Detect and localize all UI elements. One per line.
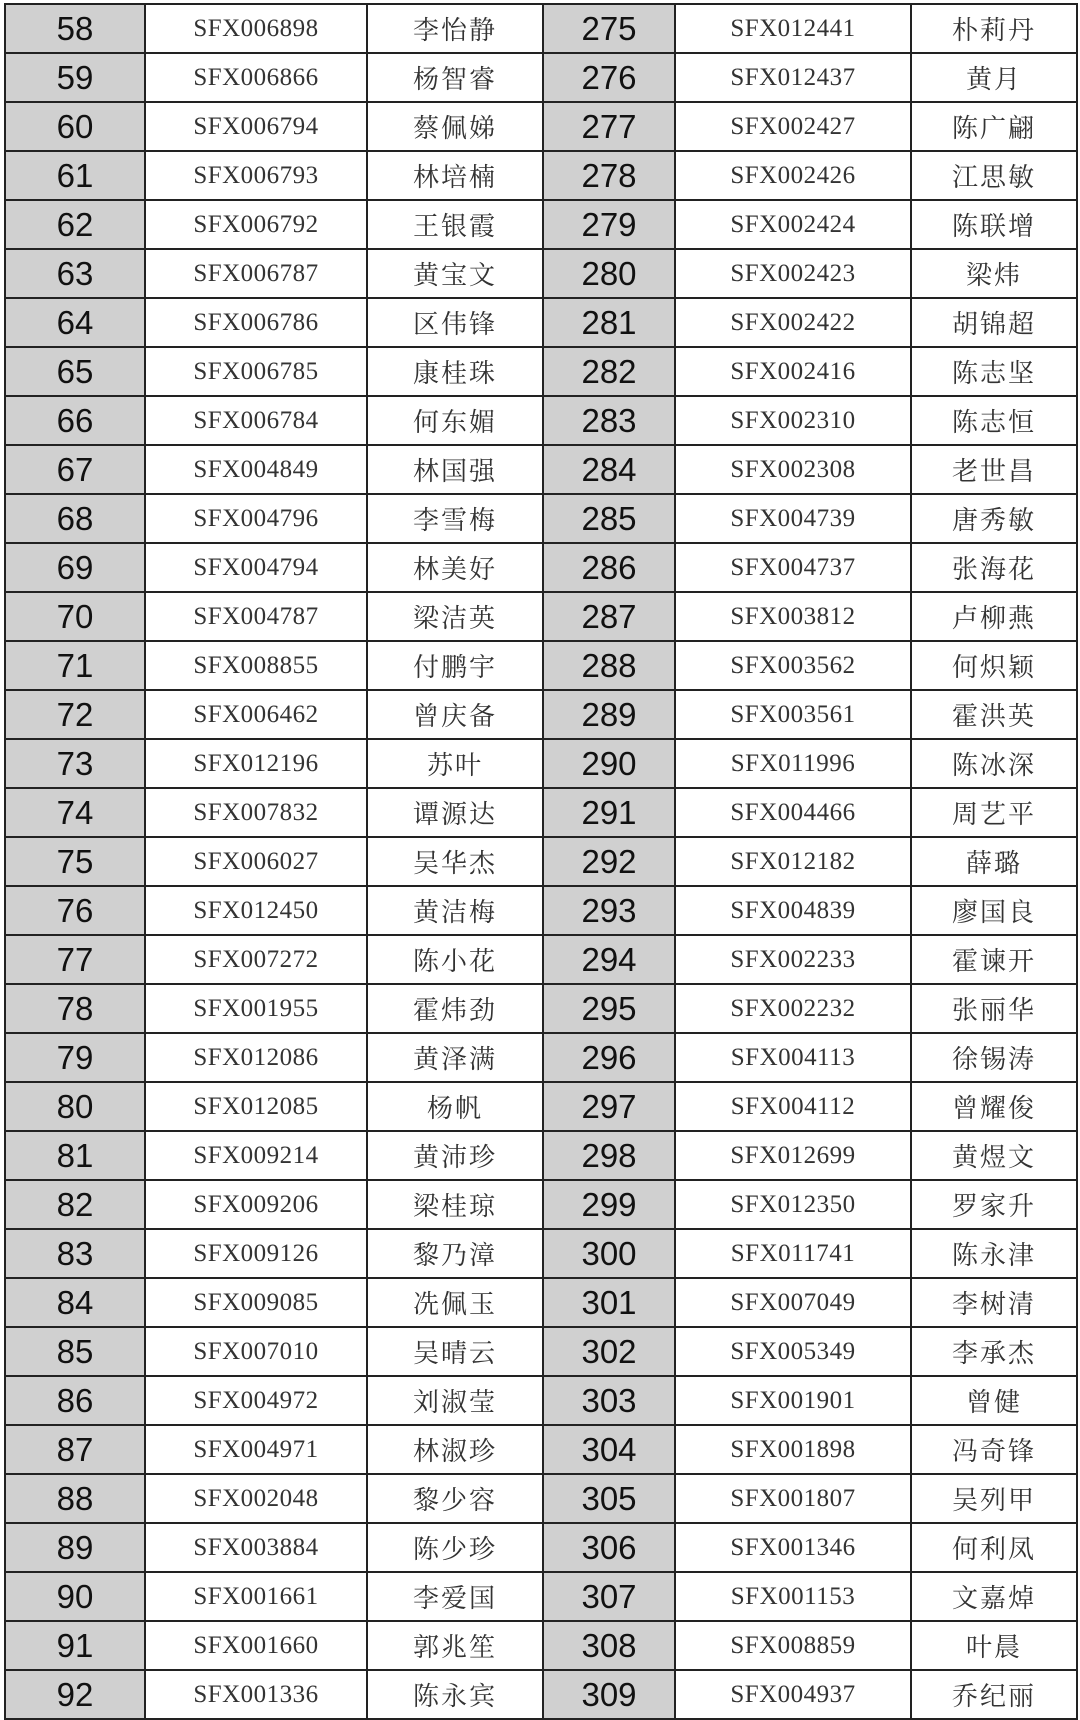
member-code-cell: SFX002427: [675, 102, 911, 151]
member-code-cell: SFX006462: [145, 690, 367, 739]
member-name-cell: 霍洪英: [911, 690, 1077, 739]
member-name-cell: 黄泽满: [367, 1033, 543, 1082]
member-name-cell: 林国强: [367, 445, 543, 494]
member-code-cell: SFX001660: [145, 1621, 367, 1670]
row-number-cell: 75: [5, 837, 145, 886]
row-number-cell: 309: [543, 1670, 675, 1719]
member-code-cell: SFX009126: [145, 1229, 367, 1278]
row-number-cell: 307: [543, 1572, 675, 1621]
table-row: [5, 1572, 1077, 1621]
member-code-cell: SFX012450: [145, 886, 367, 935]
member-code-cell: SFX003562: [675, 641, 911, 690]
member-name-cell: 李树清: [911, 1278, 1077, 1327]
member-code-cell: SFX001898: [675, 1425, 911, 1474]
table-row: [5, 200, 1077, 249]
row-number-cell: 63: [5, 249, 145, 298]
member-code-cell: SFX003812: [675, 592, 911, 641]
row-number-cell: 275: [543, 4, 675, 53]
member-code-cell: SFX006787: [145, 249, 367, 298]
row-number-cell: 294: [543, 935, 675, 984]
member-name-cell: 文嘉焯: [911, 1572, 1077, 1621]
member-name-cell: 老世昌: [911, 445, 1077, 494]
table-row: [5, 151, 1077, 200]
member-code-cell: SFX004112: [675, 1082, 911, 1131]
member-code-cell: SFX002422: [675, 298, 911, 347]
row-number-cell: 289: [543, 690, 675, 739]
row-number-cell: 64: [5, 298, 145, 347]
member-code-cell: SFX001901: [675, 1376, 911, 1425]
member-code-cell: SFX006786: [145, 298, 367, 347]
member-name-cell: 霍谏开: [911, 935, 1077, 984]
table-row: [5, 347, 1077, 396]
row-number-cell: 85: [5, 1327, 145, 1376]
table-row: [5, 886, 1077, 935]
member-name-cell: 陈志坚: [911, 347, 1077, 396]
member-code-cell: SFX009085: [145, 1278, 367, 1327]
row-number-cell: 286: [543, 543, 675, 592]
member-code-cell: SFX004466: [675, 788, 911, 837]
member-name-cell: 廖国良: [911, 886, 1077, 935]
row-number-cell: 88: [5, 1474, 145, 1523]
member-name-cell: 曾健: [911, 1376, 1077, 1425]
row-number-cell: 58: [5, 4, 145, 53]
member-name-cell: 胡锦超: [911, 298, 1077, 347]
member-name-cell: 林美好: [367, 543, 543, 592]
row-number-cell: 78: [5, 984, 145, 1033]
roster-table: [4, 3, 1078, 1720]
member-name-cell: 黄沛珍: [367, 1131, 543, 1180]
member-code-cell: SFX004787: [145, 592, 367, 641]
row-number-cell: 296: [543, 1033, 675, 1082]
member-code-cell: SFX007049: [675, 1278, 911, 1327]
member-name-cell: 冯奇锋: [911, 1425, 1077, 1474]
table-row: [5, 1229, 1077, 1278]
row-number-cell: 71: [5, 641, 145, 690]
member-code-cell: SFX006785: [145, 347, 367, 396]
member-name-cell: 黄月: [911, 53, 1077, 102]
row-number-cell: 74: [5, 788, 145, 837]
member-name-cell: 李爱国: [367, 1572, 543, 1621]
row-number-cell: 70: [5, 592, 145, 641]
member-code-cell: SFX001346: [675, 1523, 911, 1572]
member-name-cell: 霍炜劲: [367, 984, 543, 1033]
member-code-cell: SFX002423: [675, 249, 911, 298]
row-number-cell: 304: [543, 1425, 675, 1474]
member-code-cell: SFX006784: [145, 396, 367, 445]
member-code-cell: SFX001955: [145, 984, 367, 1033]
member-code-cell: SFX004737: [675, 543, 911, 592]
table-row: [5, 396, 1077, 445]
member-code-cell: SFX004739: [675, 494, 911, 543]
row-number-cell: 90: [5, 1572, 145, 1621]
member-name-cell: 黎乃漳: [367, 1229, 543, 1278]
row-number-cell: 65: [5, 347, 145, 396]
member-name-cell: 陈联增: [911, 200, 1077, 249]
table-row: [5, 298, 1077, 347]
member-code-cell: SFX007272: [145, 935, 367, 984]
member-name-cell: 杨智睿: [367, 53, 543, 102]
table-row: [5, 1327, 1077, 1376]
row-number-cell: 282: [543, 347, 675, 396]
member-name-cell: 苏叶: [367, 739, 543, 788]
member-code-cell: SFX001336: [145, 1670, 367, 1719]
member-name-cell: 张丽华: [911, 984, 1077, 1033]
member-name-cell: 陈永宾: [367, 1670, 543, 1719]
row-number-cell: 79: [5, 1033, 145, 1082]
member-code-cell: SFX012350: [675, 1180, 911, 1229]
member-code-cell: SFX012182: [675, 837, 911, 886]
member-name-cell: 陈广翩: [911, 102, 1077, 151]
member-code-cell: SFX008859: [675, 1621, 911, 1670]
member-name-cell: 梁桂琼: [367, 1180, 543, 1229]
table-row: [5, 1670, 1077, 1719]
member-code-cell: SFX012437: [675, 53, 911, 102]
member-name-cell: 梁洁英: [367, 592, 543, 641]
member-name-cell: 刘淑莹: [367, 1376, 543, 1425]
member-code-cell: SFX005349: [675, 1327, 911, 1376]
row-number-cell: 81: [5, 1131, 145, 1180]
row-number-cell: 290: [543, 739, 675, 788]
row-number-cell: 276: [543, 53, 675, 102]
table-row: [5, 249, 1077, 298]
member-name-cell: 吴列甲: [911, 1474, 1077, 1523]
member-name-cell: 黄宝文: [367, 249, 543, 298]
member-name-cell: 李怡静: [367, 4, 543, 53]
member-name-cell: 乔纪丽: [911, 1670, 1077, 1719]
member-name-cell: 蔡佩娣: [367, 102, 543, 151]
table-row: [5, 1131, 1077, 1180]
table-row: [5, 445, 1077, 494]
member-code-cell: SFX002424: [675, 200, 911, 249]
member-code-cell: SFX004972: [145, 1376, 367, 1425]
row-number-cell: 84: [5, 1278, 145, 1327]
member-code-cell: SFX002232: [675, 984, 911, 1033]
row-number-cell: 277: [543, 102, 675, 151]
member-code-cell: SFX011741: [675, 1229, 911, 1278]
member-code-cell: SFX004794: [145, 543, 367, 592]
row-number-cell: 80: [5, 1082, 145, 1131]
row-number-cell: 61: [5, 151, 145, 200]
roster-table-body: [5, 4, 1077, 1719]
row-number-cell: 92: [5, 1670, 145, 1719]
row-number-cell: 306: [543, 1523, 675, 1572]
row-number-cell: 83: [5, 1229, 145, 1278]
table-row: [5, 1523, 1077, 1572]
table-row: [5, 592, 1077, 641]
row-number-cell: 285: [543, 494, 675, 543]
member-code-cell: SFX012699: [675, 1131, 911, 1180]
member-name-cell: 冼佩玉: [367, 1278, 543, 1327]
member-code-cell: SFX004971: [145, 1425, 367, 1474]
member-name-cell: 陈小花: [367, 935, 543, 984]
row-number-cell: 284: [543, 445, 675, 494]
member-code-cell: SFX006792: [145, 200, 367, 249]
row-number-cell: 91: [5, 1621, 145, 1670]
member-code-cell: SFX006898: [145, 4, 367, 53]
row-number-cell: 283: [543, 396, 675, 445]
member-name-cell: 何利凤: [911, 1523, 1077, 1572]
table-row: [5, 1278, 1077, 1327]
member-code-cell: SFX006866: [145, 53, 367, 102]
table-row: [5, 837, 1077, 886]
row-number-cell: 288: [543, 641, 675, 690]
row-number-cell: 305: [543, 1474, 675, 1523]
row-number-cell: 292: [543, 837, 675, 886]
member-name-cell: 区伟锋: [367, 298, 543, 347]
member-name-cell: 张海花: [911, 543, 1077, 592]
table-row: [5, 102, 1077, 151]
row-number-cell: 82: [5, 1180, 145, 1229]
table-row: [5, 1621, 1077, 1670]
row-number-cell: 295: [543, 984, 675, 1033]
member-code-cell: SFX002310: [675, 396, 911, 445]
row-number-cell: 308: [543, 1621, 675, 1670]
member-code-cell: SFX012086: [145, 1033, 367, 1082]
row-number-cell: 279: [543, 200, 675, 249]
row-number-cell: 76: [5, 886, 145, 935]
member-name-cell: 梁炜: [911, 249, 1077, 298]
row-number-cell: 298: [543, 1131, 675, 1180]
member-name-cell: 吴华杰: [367, 837, 543, 886]
row-number-cell: 77: [5, 935, 145, 984]
member-name-cell: 李雪梅: [367, 494, 543, 543]
member-code-cell: SFX004839: [675, 886, 911, 935]
member-name-cell: 朴莉丹: [911, 4, 1077, 53]
member-code-cell: SFX002308: [675, 445, 911, 494]
table-row: [5, 935, 1077, 984]
member-code-cell: SFX001807: [675, 1474, 911, 1523]
table-row: [5, 4, 1077, 53]
row-number-cell: 293: [543, 886, 675, 935]
row-number-cell: 86: [5, 1376, 145, 1425]
member-code-cell: SFX002426: [675, 151, 911, 200]
member-name-cell: 周艺平: [911, 788, 1077, 837]
table-row: [5, 494, 1077, 543]
member-code-cell: SFX007832: [145, 788, 367, 837]
member-code-cell: SFX004113: [675, 1033, 911, 1082]
member-code-cell: SFX006793: [145, 151, 367, 200]
table-row: [5, 543, 1077, 592]
table-row: [5, 690, 1077, 739]
row-number-cell: 301: [543, 1278, 675, 1327]
row-number-cell: 281: [543, 298, 675, 347]
member-name-cell: 黄洁梅: [367, 886, 543, 935]
row-number-cell: 87: [5, 1425, 145, 1474]
member-name-cell: 郭兆笙: [367, 1621, 543, 1670]
table-row: [5, 53, 1077, 102]
table-row: [5, 1425, 1077, 1474]
member-code-cell: SFX008855: [145, 641, 367, 690]
row-number-cell: 72: [5, 690, 145, 739]
member-name-cell: 陈少珍: [367, 1523, 543, 1572]
row-number-cell: 297: [543, 1082, 675, 1131]
row-number-cell: 287: [543, 592, 675, 641]
member-name-cell: 杨帆: [367, 1082, 543, 1131]
member-name-cell: 薛璐: [911, 837, 1077, 886]
member-name-cell: 王银霞: [367, 200, 543, 249]
row-number-cell: 68: [5, 494, 145, 543]
member-code-cell: SFX003561: [675, 690, 911, 739]
member-code-cell: SFX006027: [145, 837, 367, 886]
member-name-cell: 何炽颖: [911, 641, 1077, 690]
member-name-cell: 江思敏: [911, 151, 1077, 200]
row-number-cell: 59: [5, 53, 145, 102]
member-code-cell: SFX011996: [675, 739, 911, 788]
member-code-cell: SFX004937: [675, 1670, 911, 1719]
table-row: [5, 1082, 1077, 1131]
member-code-cell: SFX004796: [145, 494, 367, 543]
table-row: [5, 739, 1077, 788]
member-code-cell: SFX001661: [145, 1572, 367, 1621]
member-name-cell: 徐锡涛: [911, 1033, 1077, 1082]
row-number-cell: 278: [543, 151, 675, 200]
member-name-cell: 谭源达: [367, 788, 543, 837]
member-name-cell: 唐秀敏: [911, 494, 1077, 543]
member-name-cell: 曾耀俊: [911, 1082, 1077, 1131]
table-row: [5, 1376, 1077, 1425]
member-name-cell: 罗家升: [911, 1180, 1077, 1229]
member-code-cell: SFX002233: [675, 935, 911, 984]
row-number-cell: 291: [543, 788, 675, 837]
table-row: [5, 1180, 1077, 1229]
member-code-cell: SFX012441: [675, 4, 911, 53]
member-name-cell: 吴晴云: [367, 1327, 543, 1376]
member-name-cell: 卢柳燕: [911, 592, 1077, 641]
member-code-cell: SFX003884: [145, 1523, 367, 1572]
member-code-cell: SFX009214: [145, 1131, 367, 1180]
member-name-cell: 曾庆备: [367, 690, 543, 739]
member-code-cell: SFX001153: [675, 1572, 911, 1621]
row-number-cell: 73: [5, 739, 145, 788]
member-name-cell: 林培楠: [367, 151, 543, 200]
member-name-cell: 陈永津: [911, 1229, 1077, 1278]
member-code-cell: SFX002048: [145, 1474, 367, 1523]
member-name-cell: 叶晨: [911, 1621, 1077, 1670]
row-number-cell: 67: [5, 445, 145, 494]
member-code-cell: SFX012196: [145, 739, 367, 788]
row-number-cell: 280: [543, 249, 675, 298]
member-code-cell: SFX002416: [675, 347, 911, 396]
member-name-cell: 陈志恒: [911, 396, 1077, 445]
row-number-cell: 299: [543, 1180, 675, 1229]
table-row: [5, 788, 1077, 837]
row-number-cell: 60: [5, 102, 145, 151]
member-name-cell: 黎少容: [367, 1474, 543, 1523]
row-number-cell: 303: [543, 1376, 675, 1425]
row-number-cell: 302: [543, 1327, 675, 1376]
table-row: [5, 641, 1077, 690]
table-row: [5, 1033, 1077, 1082]
member-name-cell: 李承杰: [911, 1327, 1077, 1376]
member-name-cell: 康桂珠: [367, 347, 543, 396]
row-number-cell: 300: [543, 1229, 675, 1278]
table-row: [5, 984, 1077, 1033]
row-number-cell: 89: [5, 1523, 145, 1572]
member-name-cell: 何东媚: [367, 396, 543, 445]
member-name-cell: 陈冰深: [911, 739, 1077, 788]
member-name-cell: 黄煜文: [911, 1131, 1077, 1180]
member-code-cell: SFX012085: [145, 1082, 367, 1131]
row-number-cell: 62: [5, 200, 145, 249]
member-code-cell: SFX004849: [145, 445, 367, 494]
member-code-cell: SFX009206: [145, 1180, 367, 1229]
member-code-cell: SFX007010: [145, 1327, 367, 1376]
table-row: [5, 1474, 1077, 1523]
member-name-cell: 林淑珍: [367, 1425, 543, 1474]
member-name-cell: 付鹏宇: [367, 641, 543, 690]
member-code-cell: SFX006794: [145, 102, 367, 151]
row-number-cell: 66: [5, 396, 145, 445]
row-number-cell: 69: [5, 543, 145, 592]
